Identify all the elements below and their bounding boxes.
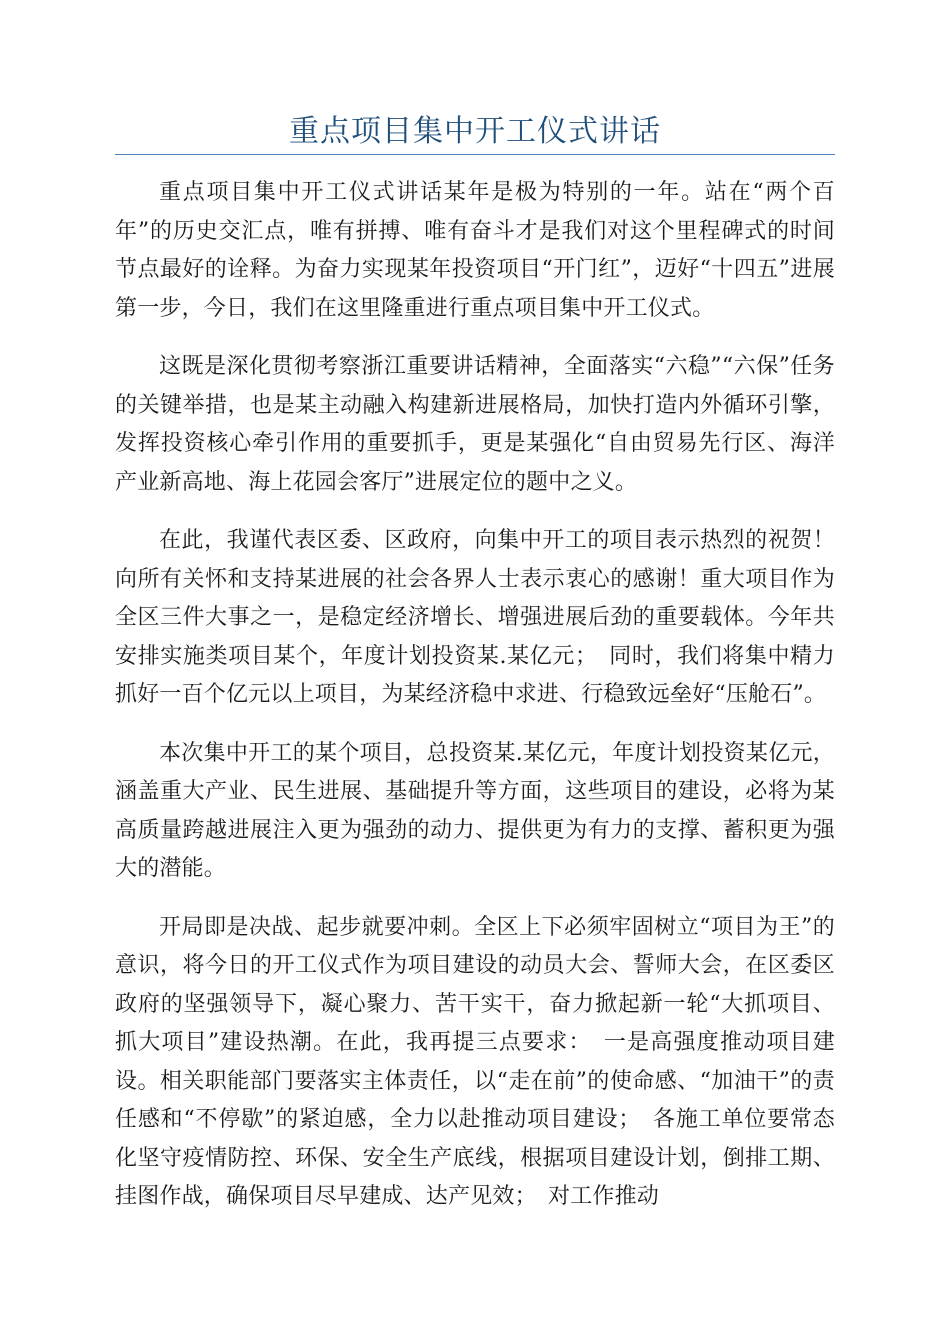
document-body [115, 174, 835, 1237]
paragraph-4: 本次集中开工的某个项目，总投资某.某亿元，年度计划投资某亿元，涵盖重大产业、民生进展、基础提升等方面，这些项目的建设，必将为某高质量跨越进展注入更为强劲的动力、提供更为有力的支撑、蓄积更为强大的潜能。 [115, 740, 835, 881]
paragraph-3: 在此，我谨代表区委、区政府，向集中开工的项目表示热烈的祝贺！向所有关怀和支持某进展的社会各界人士表示衷心的感谢！重大项目作为全区三件大事之一，是稳定经济增长、增强进展后劲的重要载体。今年共安排实施类项目某个，年度计划投资某.某亿元； 同时，我们将集中精力抓好一百个亿元以上项目，为某经济稳中求进、行稳致远垒好“压舱石”。 [115, 528, 835, 707]
paragraph-2: 这既是深化贯彻考察浙江重要讲话精神，全面落实“六稳”“六保”任务的关键举措，也是某主动融入构建新进展格局，加快打造内外循环引擎，发挥投资核心牵引作用的重要抓手，更是某强化“自由贸易先行区、海洋产业新高地、海上花园会客厅”进展定位的题中之义。 [115, 354, 835, 495]
paragraph-5: 开局即是决战、起步就要冲刺。全区上下必须牢固树立“项目为王”的意识，将今日的开工仪式作为项目建设的动员大会、誓师大会，在区委区政府的坚强领导下，凝心聚力、苦干实干，奋力掀起新一轮“大抓项目、抓大项目”建设热潮。在此，我再提三点要求： 一是高强度推动项目建设。相关职能部门要落实主体责任，以“走在前”的使命感、“加油干”的责任感和“不停歇”的紧迫感，全力以赴推动项目建设； 各施工单位要常态化坚守疫情防控、环保、安全生产底线，根据项目建设计划，倒排工期、挂图作战，确保项目尽早建成、达产见效； 对工作推动 [115, 914, 835, 1209]
title-underline [115, 154, 835, 155]
document-title: 重点项目集中开工仪式讲话 [289, 114, 661, 149]
paragraph-1: 重点项目集中开工仪式讲话某年是极为特别的一年。站在“两个百年”的历史交汇点，唯有拼搏、唯有奋斗才是我们对这个里程碑式的时间节点最好的诠释。为奋力实现某年投资项目“开门红”，迈好“十四五”进展第一步，今日，我们在这里隆重进行重点项目集中开工仪式。 [115, 180, 835, 321]
